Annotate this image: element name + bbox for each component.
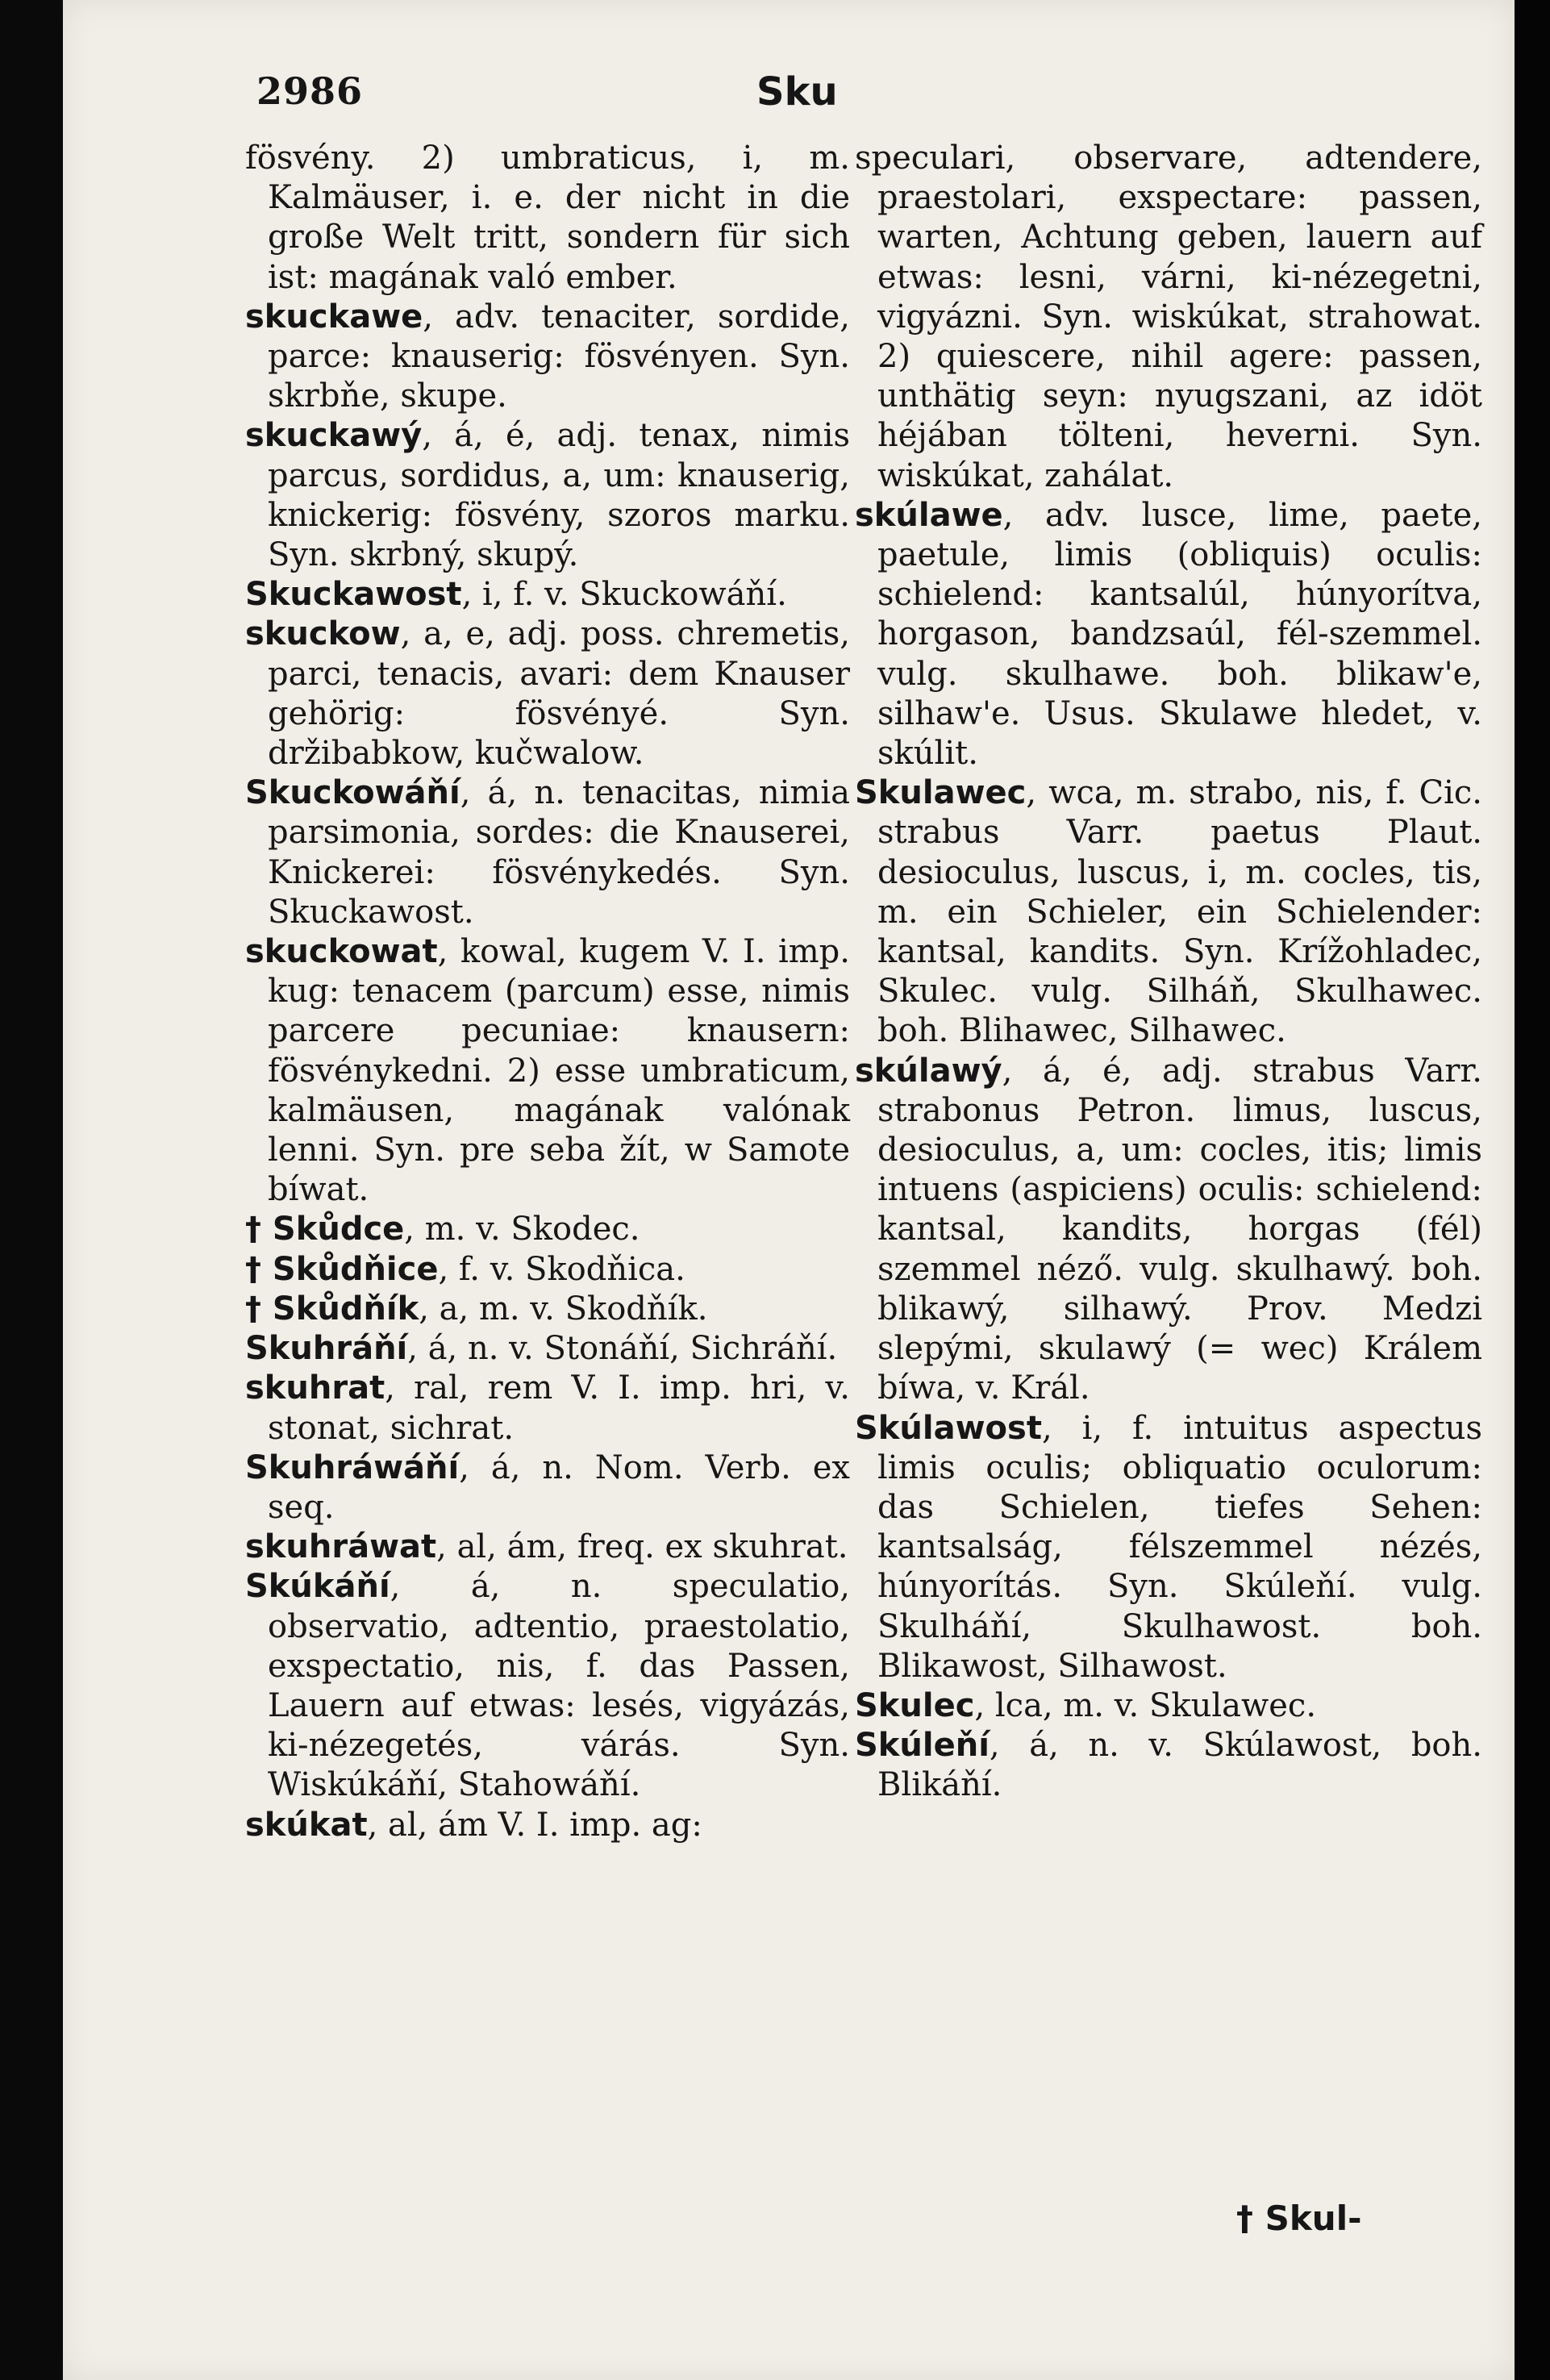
dictionary-entry: skúlawý, á, é, adj. strabus Varr. strabonus Petron. limus, luscus, desioculus, a, um: cocles, itis; limis intuens (aspiciens) oculis: schielend: kantsal, kandits, horgas (fél) szemmel néző. vulg. skulhawý. boh. blikawý, silhawý. Prov. Medzi slepými, skulawý (= wec) Králem bíwa, v. Král. [855, 1052, 1482, 1407]
entry-lemma: Skúlawost [855, 1409, 1042, 1447]
entry-lemma: skuckowat [245, 933, 438, 971]
entry-lemma: skúlawe [855, 496, 1003, 534]
page-header [63, 69, 1515, 118]
dictionary-entry: skuckow, a, e, adj. poss. chremetis, parci, tenacis, avari: dem Knauser gehörig: fösvényé. Syn. držibabkow, kučwalow. [245, 615, 850, 773]
entry-lemma: Skuhráwáňí [245, 1448, 460, 1486]
entry-lemma: skuhrat [245, 1369, 385, 1407]
scan-edge-left [0, 0, 63, 2380]
dictionary-entry: Skuckawost, i, f. v. Skuckowáňí. [245, 576, 787, 614]
entry-lemma: skúkat [245, 1806, 368, 1844]
dictionary-entry: Skúlawost, i, f. intuitus aspectus limis oculis; obliquatio oculorum: das Schielen, tiefes Sehen: kantsalság, félszemmel nézés, húnyorítás. Syn. Skúleňí. vulg. Skulháňí, Skulhawost. boh. Blikawost, Silhawost. [855, 1409, 1482, 1685]
entry-lemma: Skulec [855, 1686, 975, 1724]
dictionary-entry: skuhráwat, al, ám, freq. ex skuhrat. [245, 1528, 848, 1566]
entry-lemma: Skuckowáňí [245, 774, 460, 812]
dictionary-entry: Skúleňí, á, n. v. Skúlawost, boh. Blikáňí. [855, 1727, 1482, 1804]
dictionary-entry: skuckowat, kowal, kugem V. I. imp. kug: tenacem (parcum) esse, nimis parcere pecuniae: knausern: fösvénykedni. 2) esse umbraticum, kalmäusen, magának valónak lenni. Syn. pre seba žít, w Samote bíwat. [245, 933, 850, 1209]
entry-lemma: † Skůdňice [245, 1250, 439, 1288]
entry-lemma: Skuckawost [245, 576, 462, 614]
dictionary-entry: † Skůdce, m. v. Skodec. [245, 1211, 640, 1248]
entry-lemma: † Skůdňík [245, 1290, 419, 1328]
entry-lemma: Skuhráňí [245, 1330, 408, 1368]
entry-lemma: Skúkáňí [245, 1568, 390, 1606]
entry-lemma: skuhráwat [245, 1528, 437, 1566]
entry-lemma: skúlawý [855, 1052, 1002, 1090]
entry-lemma: Skulawec [855, 774, 1027, 812]
entry-lemma: skuckawý [245, 417, 423, 455]
entry-lemma: skuckow [245, 615, 401, 653]
page-number: 2986 [256, 69, 364, 113]
catchword: † Skul- [1236, 2199, 1362, 2238]
entry-continuation: speculari, observare, adtendere, praestolari, exspectare: passen, warten, Achtung geben, lauern auf etwas: lesni, várni, ki-nézegetni, vigyázni. Syn. wiskúkat, strahowat. 2) quiescere, nihil agere: passen, unthätig seyn: nyugszani, az idöt héjában tölteni, heverni. Syn. wiskúkat, zahálat. [855, 140, 1482, 494]
dictionary-page [63, 0, 1515, 2380]
scan-edge-right [1515, 0, 1550, 2380]
entry-lemma: skuckawe [245, 298, 423, 336]
entry-continuation: fösvény. 2) umbraticus, i, m. Kalmäuser, i. e. der nicht in die große Welt tritt, sondern für sich ist: magának való ember. [245, 140, 850, 296]
right-column [855, 139, 1482, 1806]
dictionary-entry: † Skůdňice, f. v. Skodňica. [245, 1250, 685, 1288]
dictionary-entry: Skulec, lca, m. v. Skulawec. [855, 1686, 1317, 1724]
dictionary-entry: skuckawý, á, é, adj. tenax, nimis parcus, sordidus, a, um: knauserig, knickerig: fösvény, szoros marku. Syn. skrbný, skupý. [245, 417, 850, 574]
dictionary-entry: † Skůdňík, a, m. v. Skodňík. [245, 1290, 708, 1328]
dictionary-entry: Skuhráwáňí, á, n. Nom. Verb. ex seq. [245, 1448, 850, 1526]
dictionary-entry: skúlawe, adv. lusce, lime, paete, paetule, limis (obliquis) oculis: schielend: kantsalúl, húnyorítva, horgason, bandzsaúl, fél-szemmel. vulg. skulhawe. boh. blikaw'e, silhaw'e. Usus. Skulawe hledet, v. skúlit. [855, 496, 1482, 773]
dictionary-entry: skuhrat, ral, rem V. I. imp. hri, v. stonat, sichrat. [245, 1369, 850, 1447]
dictionary-entry: Skuckowáňí, á, n. tenacitas, nimia parsimonia, sordes: die Knauserei, Knickerei: fösvénykedés. Syn. Skuckawost. [245, 774, 850, 931]
dictionary-entry: skuckawe, adv. tenaciter, sordide, parce: knauserig: fösvényen. Syn. skrbňe, skupe. [245, 298, 850, 415]
left-column [245, 139, 850, 1845]
running-head: Sku [756, 69, 838, 115]
dictionary-entry: Skuhráňí, á, n. v. Stonáňí, Sichráňí. [245, 1330, 838, 1368]
dictionary-entry: Skulawec, wca, m. strabo, nis, f. Cic. strabus Varr. paetus Plaut. desioculus, luscus, i, m. cocles, tis, m. ein Schieler, ein Schielender: kantsal, kandits. Syn. Krížohladec, Skulec. vulg. Silháň, Skulhawec. boh. Blihawec, Silhawec. [855, 774, 1482, 1050]
dictionary-entry: skúkat, al, ám V. I. imp. ag: [245, 1806, 702, 1844]
entry-lemma: Skúleňí [855, 1727, 990, 1765]
entry-lemma: † Skůdce [245, 1211, 405, 1248]
dictionary-entry: Skúkáňí, á, n. speculatio, observatio, adtentio, praestolatio, exspectatio, nis, f. das Passen, Lauern auf etwas: lesés, vigyázás, ki-nézegetés, várás. Syn. Wiskúkáňí, Stahowáňí. [245, 1568, 850, 1804]
